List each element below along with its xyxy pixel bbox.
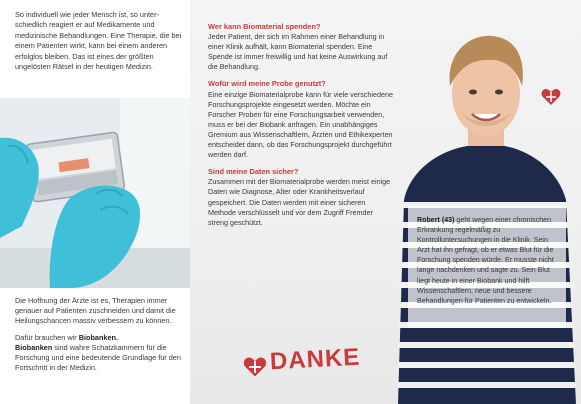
faq-question-3: Sind meine Daten sicher? — [208, 167, 299, 177]
left-page — [0, 0, 190, 404]
faq-answer-1: Jeder Patient, der sich im Rahmen einer Behandlung in einer Klinik aufhält, kann Biomaterial spenden. Eine Spende ist immer freiwillig und hat keine Auswirkung auf die Behandlung. — [208, 32, 388, 72]
faq-question-1: Wer kann Biomaterial spenden? — [208, 22, 321, 31]
biobank-rest: sind wahre Schatzkammern für die Forschung und eine bedeutende Grundlage für den Fortschritt in der Medizin. — [15, 342, 181, 373]
gloved-hands-sample-photo — [0, 98, 190, 288]
red-heart-logo-icon — [540, 86, 562, 108]
biobank-bold-2: Biobanken — [15, 342, 53, 352]
lower-text-block — [15, 296, 187, 379]
hope-paragraph: Die Hoffnung der Ärzte ist es, Therapien immer genauer auf Patienten zuschneiden und damit die Heilungschancen massiv verbessern zu können. — [15, 296, 176, 326]
biobank-bold: Biobanken. — [78, 332, 119, 342]
biobank-paragraph — [15, 333, 187, 374]
robert-story: geht wegen einer chronischen Erkrankung regelmäßig zu Kontrolluntersuchungen in die Klinik. Sein Arzt hat ihn gefragt, ob er etwas Blut für die Forschung spenden würde. Er musste nicht lange nachdenken und sagte zu. Sein Blut liegt heute in einer Biobank und hilft Wissenschaftlern, neue und bessere Behandlungen für Patienten zu entwickeln. — [417, 216, 554, 305]
faq-answer-3: Zusammen mit der Biomaterialprobe werden meist einige Daten wie Diagnose, Alter oder Krankheitsverlauf gespeichert. Die Daten werden mit einer sicheren Methode verschlüsselt und vor dem Zugriff Fremder streng geschützt. — [208, 177, 391, 227]
faq-question-2: Wofür wird meine Probe genutzt? — [208, 79, 326, 89]
faq-answer-2: Eine einzige Biomaterialprobe kann für viele verschiedene Forschungsprojekte eingesetzt werden. Möchte ein Forscher Proben für eine Forschungsarbeit verwenden, muss er bei der Biobank anfragen. Ein unabhängiges Gremium aus Wissenschaftlern, Ärzten und Ethikexperten entscheidet dann, ob das Forschungsprojekt durchgeführt werden darf. — [208, 89, 393, 160]
robert-portrait-photo — [380, 0, 580, 404]
robert-info-box — [408, 206, 566, 328]
biobank-prefix: Dafür brauchen wir — [15, 332, 79, 342]
faq-section — [208, 22, 393, 228]
intro-paragraph: So individuell wie jeder Mensch ist, so unterschiedlich reagiert er auf Medikamente und medizinische Behandlungen. Eine Therapie, die bei einem Patienten wirkt, kann bei einem anderen erfolglos bleiben. Das ist eines der größten ungelösten Rätsel in der heutigen Medizin. — [15, 10, 182, 72]
right-spread — [190, 0, 581, 404]
robert-name: Robert (43) — [417, 216, 455, 224]
danke-heart-logo-icon — [242, 354, 268, 380]
danke-stamp: DANKE — [269, 343, 361, 376]
